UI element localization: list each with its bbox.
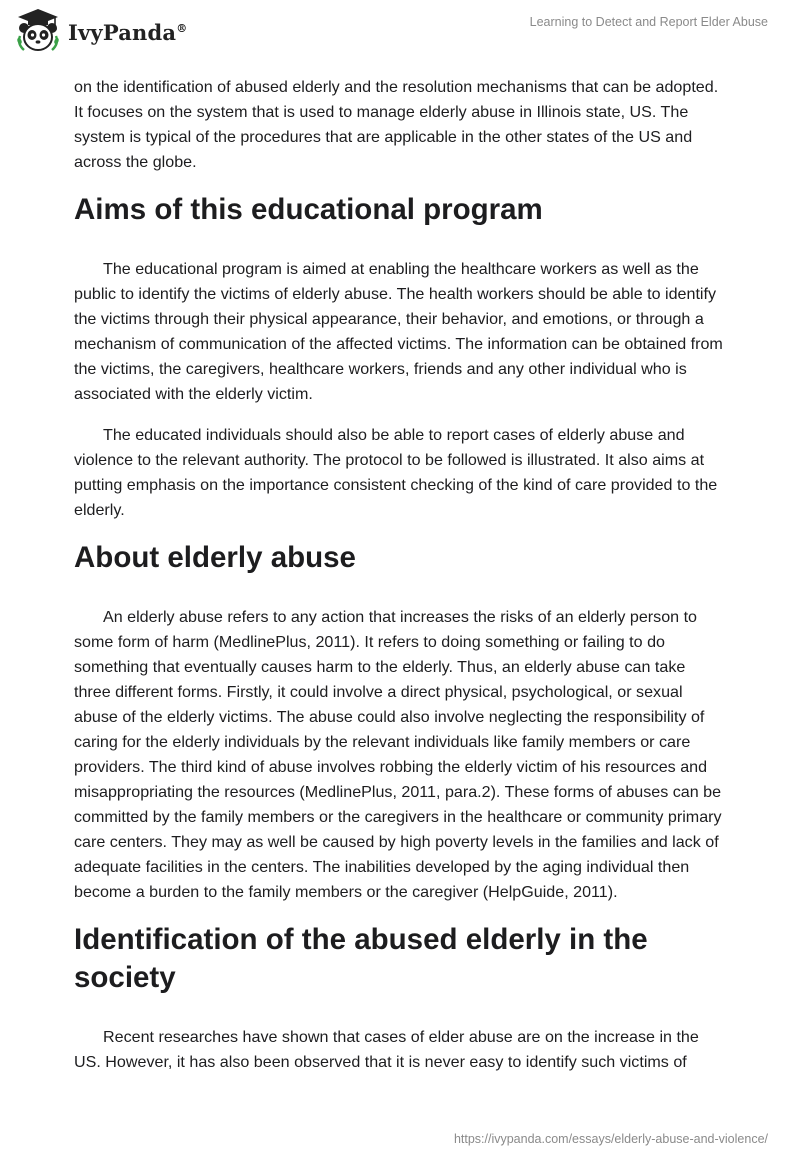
paragraph: The educational program is aimed at enabling the healthcare workers as well as the public to identify the victims of elderly abuse. The health workers should be able to identify the victims through their physical appearance, their behavior, and emotions, or through a mechanism of communication of the affected victims. The information can be obtained from the victims, the caregivers, healthcare workers, friends and any other individual who is associated with the elderly victim.: [74, 260, 723, 403]
panda-graduate-icon: [14, 6, 62, 54]
document-title: Learning to Detect and Report Elder Abuse: [529, 15, 768, 29]
paragraph: The educated individuals should also be able to report cases of elderly abuse and violence to the relevant authority. The protocol to be followed is illustrated. It also aims at putting emphasis on the importance consistent checking of the kind of care provided to the elderly.: [74, 426, 718, 519]
section-heading-identification: Identification of the abused elderly in the society: [74, 923, 648, 994]
page-header: [0, 0, 800, 70]
brand-name: IvyPanda®: [68, 19, 188, 45]
paragraph: Recent researches have shown that cases of elder abuse are on the increase in the US. However, it has also been observed that it is never easy to identify such victims of: [74, 1028, 699, 1071]
paragraph: An elderly abuse refers to any action that increases the risks of an elderly person to some form of harm (MedlinePlus, 2011). It refers to doing something or failing to do something that eventually causes harm to the elderly. Thus, an elderly abuse can take three different forms. Firstly, it could involve a direct physical, psychological, or sexual abuse of the elderly victims. The abuse could also involve neglecting the responsibility of caring for the elderly individuals by the relevant individuals like family members or care providers. The third kind of abuse involves robbing the elderly victim of his resources and misappropriating the resources (MedlinePlus, 2011, para.2). These forms of abuses can be committed by the family members or the caregivers in the healthcare or community primary care centers. They may as well be caused by high poverty levels in the families and lack of adequate facilities in the centers. The inabilities developed by the aging individual then become a burden to the family members or the caregiver (HelpGuide, 2011).: [74, 608, 722, 901]
section-heading-about: About elderly abuse: [74, 541, 356, 574]
intro-paragraph: on the identification of abused elderly and the resolution mechanisms that can be adopted. It focuses on the system that is used to manage elderly abuse in Illinois state, US. The system is typical of the procedures that are applicable in the other states of the US and across the globe.: [74, 78, 719, 171]
source-url[interactable]: https://ivypanda.com/essays/elderly-abuse-and-violence/: [453, 1132, 768, 1146]
section-heading-aims: Aims of this educational program: [74, 193, 543, 226]
ivypanda-logo[interactable]: [14, 6, 187, 54]
essay-body: [74, 75, 724, 1091]
